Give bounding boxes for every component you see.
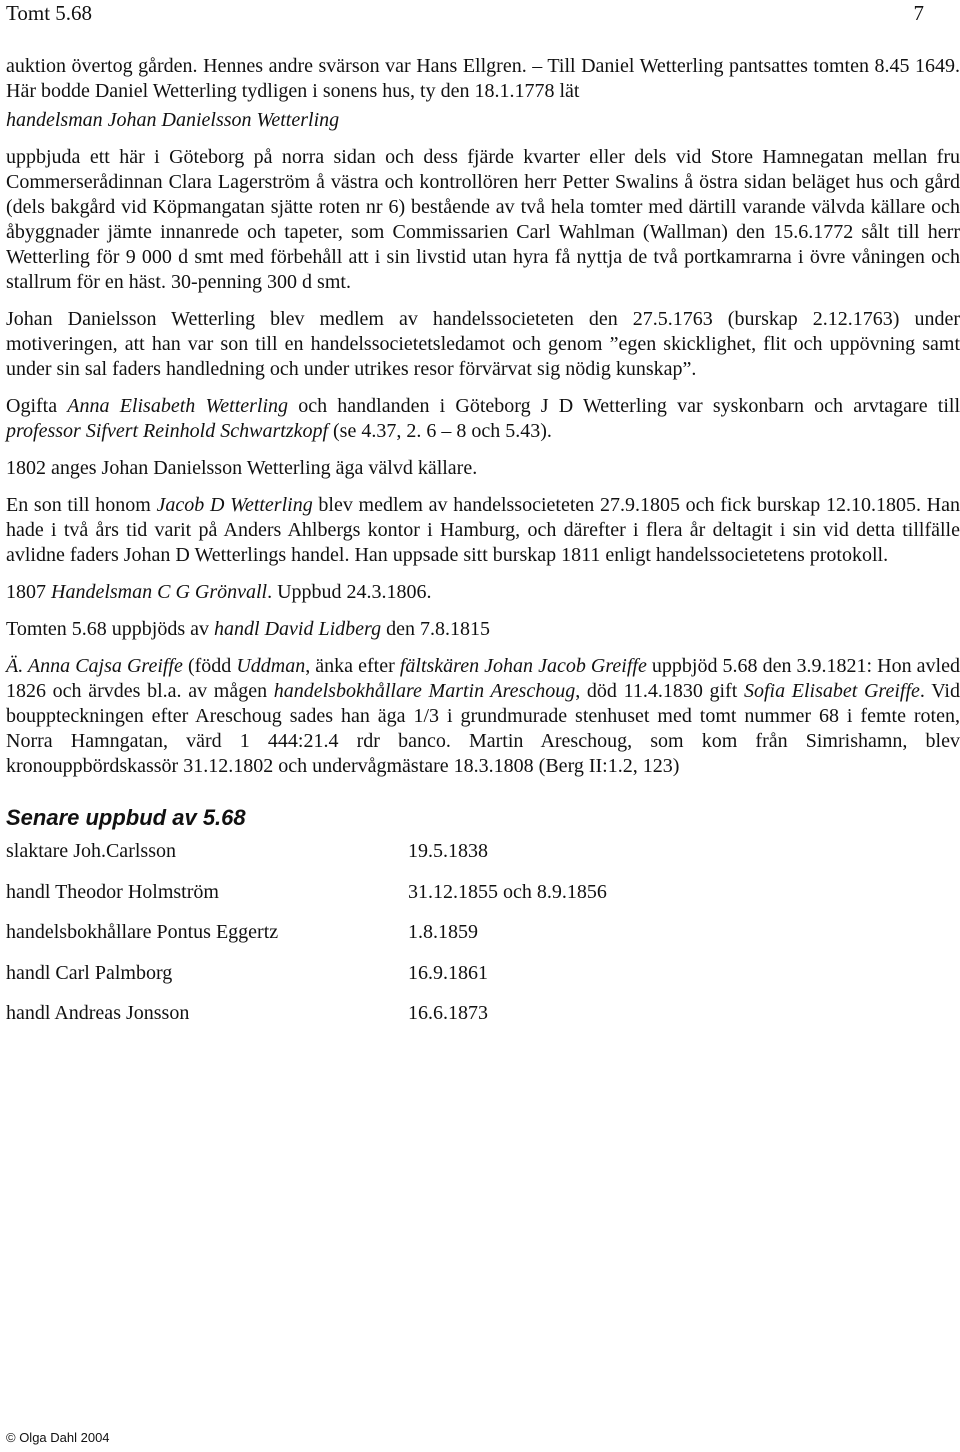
list-item xyxy=(6,920,960,961)
person-name: handelsbokhållare Martin Areschoug xyxy=(273,680,576,702)
text-run: den 7.8.1815 xyxy=(381,618,490,640)
bid-date: 16.9.1861 xyxy=(408,961,488,984)
list-item xyxy=(6,880,960,921)
person-name: Sofia Elisabet Greiffe xyxy=(743,680,920,702)
person-name: Handelsman C G Grönvall xyxy=(51,581,268,603)
person-name: Ä. Anna Cajsa Greiffe xyxy=(6,655,183,677)
text-run: , änka efter xyxy=(305,655,400,677)
text-run: (född xyxy=(182,655,237,677)
text-run: uppbjöd 5.68 den 3.9.1821: Hon avled 1826 och ärvdes bl.a. av mågen xyxy=(6,655,960,702)
person-name: Jacob D Wetterling xyxy=(156,494,313,516)
page-header-title: Tomt 5.68 xyxy=(6,1,93,25)
text-run: . Uppbud 24.3.1806. xyxy=(267,581,432,603)
page-header xyxy=(6,0,924,26)
document-body xyxy=(6,54,960,1042)
bid-date: 16.6.1873 xyxy=(408,1002,488,1024)
text-run: . Vid bouppteckningen efter Areschoug sades han äga 1/3 i grundmurade stenhuset med tomt nummer 68 i femte roten, Norra Hamngatan, värd 1 444:21.4 rdr banco. Martin Areschoug, som kom från Simrishamn, blev kronouppbördskassör 31.12.1802 och undervågmästare 18.3.1808 (Berg II:1.2, 123) xyxy=(6,680,960,777)
list-item xyxy=(6,839,960,880)
bid-date: 19.5.1838 xyxy=(408,840,488,862)
list-item xyxy=(6,961,960,1002)
person-name: Anna Elisabeth Wetterling xyxy=(67,395,289,417)
copyright-footer: © Olga Dahl 2004 xyxy=(6,1430,110,1445)
paragraph-heirs xyxy=(6,394,960,444)
text-run: Ogifta xyxy=(6,395,68,417)
paragraph-greiffe xyxy=(6,654,960,779)
person-name: handl David Lidberg xyxy=(214,618,382,640)
bid-date: 31.12.1855 och 8.9.1856 xyxy=(408,880,607,903)
text-run: , död 11.4.1830 gift xyxy=(575,680,744,702)
person-name: professor Sifvert Reinhold Schwartzkopf xyxy=(6,420,329,442)
paragraph-lidberg xyxy=(6,617,960,642)
person-name: fältskären Johan Jacob Greiffe xyxy=(399,655,647,677)
text-run: 1807 xyxy=(6,581,51,603)
text-run: och handlanden i Göteborg J D Wetterling var syskonbarn och arvtagare till xyxy=(288,395,960,417)
section-heading: Senare uppbud av 5.68 xyxy=(6,805,246,830)
bid-person: handl Theodor Holmström xyxy=(6,880,219,903)
bid-person: slaktare Joh.Carlsson xyxy=(6,840,176,862)
paragraph-1807 xyxy=(6,580,960,605)
paragraph-property-description: uppbjuda ett här i Göteborg på norra sidan och dess fjärde kvarter eller dels vid Store Hamnegatan mellan fru Commerserådinnan Clara Lagerström å västra och kontrollören herr Petter Swalins å östra sidan beläget hus och gård (dels bakgård vid Köpmangatan sjätte roten nr 6) bestående av två hela tomter med därtill varande välvda källare och åbyggnader jämte innanrede och tapeter, som Commissarien Carl Wahlman (Wallman) den 15.6.1772 sålt till herr Wetterling för 9 000 d smt med förbehåll att i sin livstid utan hyra få nyttja de två portkamrarna i övre våningen och stallrum för en häst. 30-penning 300 d smt. xyxy=(6,146,960,293)
bid-person: handl Carl Palmborg xyxy=(6,961,173,984)
later-bids-list xyxy=(6,839,960,1042)
bid-person: handl Andreas Jonsson xyxy=(6,1002,190,1024)
person-name: Uddman xyxy=(236,655,306,677)
text-run: Tomten 5.68 uppbjöds av xyxy=(6,618,215,640)
text-run: (se 4.37, 2. 6 – 8 och 5.43). xyxy=(328,420,552,442)
page-number: 7 xyxy=(913,1,924,25)
text-run: En son till honom xyxy=(6,494,157,516)
bid-date: 1.8.1859 xyxy=(408,921,478,943)
list-item xyxy=(6,1001,960,1042)
paragraph-son xyxy=(6,493,960,568)
bid-person: handelsbokhållare Pontus Eggertz xyxy=(6,921,279,943)
paragraph-merchant-name: handelsman Johan Danielsson Wetterling xyxy=(6,109,340,131)
paragraph-1802: 1802 anges Johan Danielsson Wetterling äga välvd källare. xyxy=(6,457,478,479)
paragraph-auction: auktion övertog gården. Hennes andre svärson var Hans Ellgren. – Till Daniel Wetterling pantsattes tomten 8.45 1649. Här bodde Daniel Wetterling tydligen i sonens hus, ty den 18.1.1778 lät xyxy=(6,55,960,102)
paragraph-membership: Johan Danielsson Wetterling blev medlem av handelssocieteten den 27.5.1763 (burskap 2.12.1763) under motiveringen, att han var son till en handelssocietetsledamot och genom ”egen skicklighet, flit och uppövning samt under sin sal faders handledning och under utrikes resor förvärvat sig nödig kunskap”. xyxy=(6,308,960,380)
text-run: blev medlem av handelssocieteten 27.9.1805 och fick burskap 12.10.1805. Han hade i två års tid varit på Anders Ahlbergs kontor i Hamburg, och därefter i flera år deltagit i sin vid detta tillfälle avlidne faders Johan D Wetterlings handel. Han uppsade sitt burskap 1811 enligt handelssocietetens protokoll. xyxy=(6,494,960,566)
